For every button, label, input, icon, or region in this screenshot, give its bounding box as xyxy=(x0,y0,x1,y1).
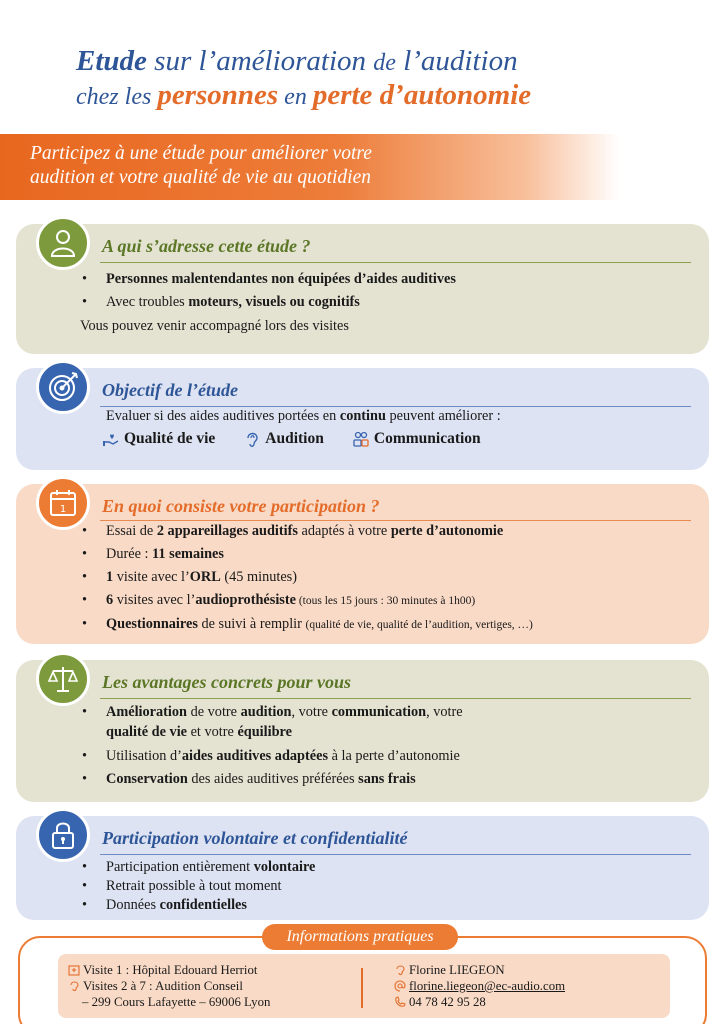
keyword-quality-of-life xyxy=(102,430,215,448)
bold-text: équilibre xyxy=(237,724,292,740)
scales-icon xyxy=(36,652,90,706)
title-word: en xyxy=(278,83,313,110)
visits-column xyxy=(68,962,270,1010)
phone-icon xyxy=(394,996,406,1008)
hospital-icon xyxy=(68,964,80,976)
keyword-communication xyxy=(352,430,481,448)
intro-banner xyxy=(0,134,620,200)
title-word: personnes xyxy=(157,78,279,111)
bold-text: confidentielles xyxy=(159,897,247,913)
visit-1 xyxy=(68,962,270,978)
section-objective xyxy=(16,368,709,470)
list-item xyxy=(78,858,315,877)
text: de votre xyxy=(187,704,241,720)
section-heading: Objectif de l’étude xyxy=(102,380,238,400)
bullet-list xyxy=(78,858,315,915)
section-divider xyxy=(100,854,691,855)
people-icon xyxy=(352,430,370,448)
bold-text: communication xyxy=(331,704,427,720)
text: (45 minutes) xyxy=(220,569,298,585)
list-item xyxy=(78,589,533,613)
note-text: Vous pouvez venir accompagné lors des visites xyxy=(80,318,349,334)
section-divider xyxy=(100,698,691,699)
banner-line: Participez à une étude pour améliorer votre xyxy=(30,143,372,164)
visit-2-7 xyxy=(68,978,270,994)
bullet-list xyxy=(78,520,533,637)
section-participation xyxy=(16,484,709,644)
bold-text: Conservation xyxy=(106,771,188,787)
bold-text: continu xyxy=(339,408,386,424)
bold-text: Amélioration xyxy=(106,704,187,720)
ear-icon xyxy=(68,980,80,992)
contact-email xyxy=(394,978,565,994)
keyword-label: Qualité de vie xyxy=(124,430,216,447)
contact-name-text: Florine LIEGEON xyxy=(409,963,505,977)
bold-text: audition xyxy=(240,704,292,720)
email-link[interactable]: florine.liegeon@ec-audio.com xyxy=(409,979,566,993)
text: de suivi à remplir xyxy=(197,616,306,632)
title-word: de xyxy=(373,50,396,76)
contact-column xyxy=(394,962,565,1010)
info-content xyxy=(58,954,670,1018)
text: , votre xyxy=(426,704,463,720)
bold-text: ORL xyxy=(189,569,221,585)
text: Participation entièrement xyxy=(106,859,254,875)
bold-text: moteurs, visuels ou cognitifs xyxy=(188,294,360,310)
visit-text: Visite 1 : Hôpital Edouard Herriot xyxy=(83,963,258,977)
bold-text: Questionnaires xyxy=(106,616,198,632)
bold-text: qualité de vie xyxy=(106,724,188,740)
bold-text: aides auditives adaptées xyxy=(181,748,329,764)
list-item xyxy=(78,877,315,896)
text: visites avec l’ xyxy=(113,592,196,608)
keyword-label: Communication xyxy=(373,430,481,447)
text: peuvent améliorer : xyxy=(385,408,501,424)
hand-heart-icon xyxy=(102,430,120,448)
contact-phone xyxy=(394,994,565,1010)
section-benefits xyxy=(16,660,709,802)
title-word: perte d’autonomie xyxy=(312,78,532,111)
text: et votre xyxy=(187,724,238,740)
bold-text: 6 xyxy=(106,592,114,608)
bold-text: 2 appareillages auditifs xyxy=(156,523,298,539)
keyword-label: Audition xyxy=(265,430,324,447)
target-icon xyxy=(36,360,90,414)
text: visite avec l’ xyxy=(113,569,190,585)
banner-line: audition et votre qualité de vie au quotidien xyxy=(30,167,371,189)
list-item xyxy=(78,768,638,791)
section-heading: Les avantages concrets pour vous xyxy=(102,672,351,692)
ear-icon xyxy=(243,430,261,448)
page-title xyxy=(76,46,696,112)
section-divider xyxy=(100,262,691,263)
title-word: l’audition xyxy=(395,45,518,77)
banner-text xyxy=(30,142,372,191)
small-text: (qualité de vie, qualité de l’audition, vertiges, …) xyxy=(305,619,533,631)
small-text: (tous les 15 jours : 30 minutes à 1h00) xyxy=(295,595,476,607)
section-heading: En quoi consiste votre participation ? xyxy=(102,496,380,516)
bold-text: sans frais xyxy=(358,771,416,787)
visit-address xyxy=(68,994,270,1010)
list-item xyxy=(78,566,533,589)
info-label: Informations pratiques xyxy=(262,924,458,950)
objective-text xyxy=(106,408,501,425)
ear-icon xyxy=(394,964,406,976)
svg-text:1: 1 xyxy=(59,504,67,515)
section-target-audience xyxy=(16,224,709,354)
text: Avec troubles xyxy=(106,294,189,310)
list-item xyxy=(78,268,456,291)
text: Essai de xyxy=(106,523,157,539)
lock-icon xyxy=(36,808,90,862)
section-heading: Participation volontaire et confidentialité xyxy=(102,828,408,848)
text: adaptés à votre xyxy=(297,523,391,539)
list-item xyxy=(78,896,315,915)
title-word: sur l’amélioration xyxy=(146,45,374,77)
text: à la perte d’autonomie xyxy=(328,748,460,764)
section-heading: A qui s’adresse cette étude ? xyxy=(102,236,311,256)
section-confidentiality xyxy=(16,816,709,920)
objective-keywords xyxy=(102,430,481,448)
visit-text: Visites 2 à 7 : Audition Conseil xyxy=(83,979,243,993)
bullet-list xyxy=(78,702,638,791)
list-item xyxy=(78,520,533,543)
list-item xyxy=(78,543,533,566)
title-word: chez les xyxy=(76,83,158,110)
bold-text: volontaire xyxy=(253,859,316,875)
title-line-2 xyxy=(76,80,696,112)
phone-text[interactable]: 04 78 42 95 28 xyxy=(409,995,486,1009)
text: Durée : xyxy=(106,546,153,562)
list-item xyxy=(78,291,456,314)
text: , votre xyxy=(291,704,332,720)
title-word: Etude xyxy=(76,45,147,77)
bold-text: perte d’autonomie xyxy=(390,523,504,539)
title-line-1 xyxy=(76,46,696,78)
text: Données xyxy=(106,897,160,913)
section-divider xyxy=(100,406,691,407)
bold-text: 1 xyxy=(106,569,114,585)
keyword-hearing xyxy=(243,430,324,448)
list-item xyxy=(78,613,533,637)
bold-text: Personnes malentendantes non équipées d’aides auditives xyxy=(106,271,456,287)
list-item xyxy=(78,702,638,742)
at-icon xyxy=(394,980,406,992)
address-text: – 299 Cours Lafayette – 69006 Lyon xyxy=(82,995,271,1009)
text: Evaluer si des aides auditives portées en xyxy=(106,408,340,424)
text: des aides auditives préférées xyxy=(187,771,359,787)
contact-name xyxy=(394,962,565,978)
bullet-list xyxy=(78,268,456,314)
list-item xyxy=(78,745,638,768)
text: Utilisation d’ xyxy=(106,748,182,764)
bold-text: 11 semaines xyxy=(152,546,224,562)
text: Retrait possible à tout moment xyxy=(106,878,282,894)
person-icon xyxy=(36,216,90,270)
column-separator xyxy=(361,968,363,1008)
bold-text: audioprothésiste xyxy=(195,592,296,608)
